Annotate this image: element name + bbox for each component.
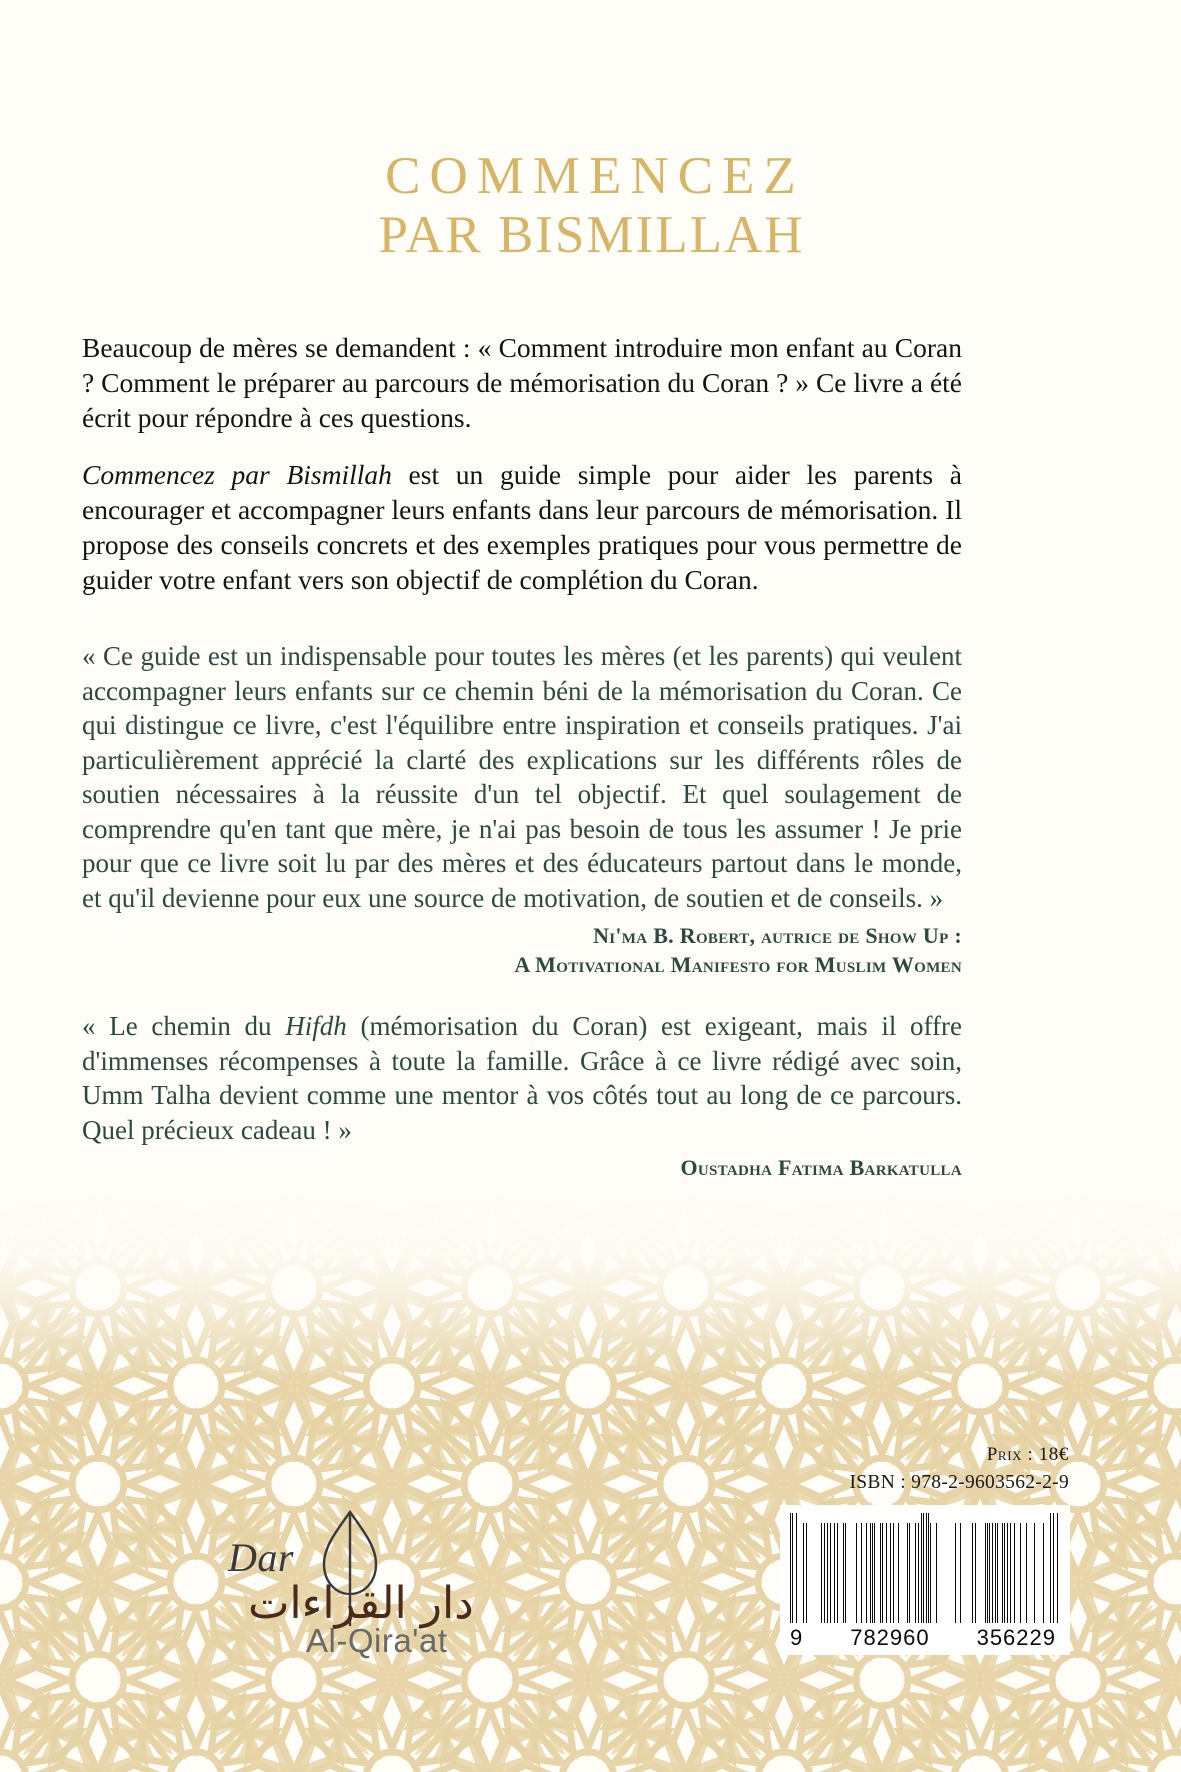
testimonial-1-attribution-line-2: A Motivational Manifesto for Muslim Women bbox=[514, 952, 962, 977]
barcode-bars bbox=[790, 1513, 1060, 1623]
spacer bbox=[82, 619, 962, 639]
publisher-name-arabic: دار القراءات bbox=[248, 1578, 474, 1629]
spacer bbox=[82, 979, 962, 1009]
back-cover-text-column bbox=[82, 330, 962, 1182]
barcode-digits-right: 356229 bbox=[976, 1625, 1056, 1650]
barcode-digits-mid: 782960 bbox=[850, 1625, 930, 1650]
intro-paragraph: Beaucoup de mères se demandent : « Comment introduire mon enfant au Coran ? Comment le préparer au parcours de mémorisation du Coran ? » Ce livre a été écrit pour répondre à ces questions. bbox=[82, 332, 962, 433]
book-title bbox=[0, 148, 1181, 264]
barcode-digits bbox=[790, 1623, 1060, 1651]
description-paragraph bbox=[82, 457, 962, 597]
barcode bbox=[780, 1505, 1070, 1655]
isbn-label: ISBN : 978-2-9603562-2-9 bbox=[849, 1472, 1069, 1493]
testimonial-2-text bbox=[82, 1009, 962, 1147]
testimonial-2-text-before: « Le chemin du bbox=[82, 1011, 286, 1041]
publisher-name-latin-bottom: Al-Qira'at bbox=[306, 1622, 448, 1659]
publisher-name-latin-top: Dar bbox=[228, 1535, 294, 1580]
testimonial-1-attribution bbox=[82, 921, 962, 979]
testimonial-1-text: « Ce guide est un indispensable pour toutes les mères (et les parents) qui veulent accompagner leurs enfants sur ce chemin béni de la mémorisation du Coran. Ce qui distingue ce livre, c'est l'équilibre entre inspiration et conseils pratiques. J'ai particulièrement apprécié la clarté des explications sur les différents rôles de soutien nécessaires à la réussite d'un tel objectif. Et quel soulagement de comprendre qu'en tant que mère, je n'ai pas besoin de tous les assumer ! Je prie pour que ce livre soit lu par des mères et des éducateurs partout dans le monde, et qu'il devienne pour eux une source de motivation, de soutien et de conseils. » bbox=[82, 641, 962, 913]
barcode-digit-left: 9 bbox=[790, 1625, 804, 1650]
title-line-2: PAR BISMILLAH bbox=[378, 206, 805, 265]
testimonial-2-italic-word: Hifdh bbox=[285, 1011, 347, 1041]
testimonial-2-attribution-line-1: Oustadha Fatima Barkatulla bbox=[680, 1155, 962, 1180]
price-label: Prix : 18€ bbox=[986, 1444, 1069, 1465]
description-italic-title: Commencez par Bismillah bbox=[82, 459, 392, 490]
testimonial-2-attribution bbox=[82, 1153, 962, 1182]
description-rest: est un guide simple pour aider les parents à encourager et accompagner leurs enfants dans leur parcours de mémorisation. Il propose des conseils concrets et des exemples pratiques pour vous permettre de guider votre enfant vers son objectif de complétion du Coran. bbox=[82, 459, 962, 595]
title-line-1: COMMENCEZ bbox=[385, 147, 805, 205]
testimonial-1-attribution-line-1: Ni'ma B. Robert, autrice de Show Up : bbox=[593, 923, 962, 948]
testimonial-2-text-after: (mémorisation du Coran) est exigeant, mais il offre d'immenses récompenses à toute la famille. Grâce à ce livre rédigé avec soin, Umm Talha devient comme une mentor à vos côtés tout au long de ce parcours. Quel précieux cadeau ! » bbox=[82, 1011, 962, 1145]
publisher-logo bbox=[228, 1500, 528, 1700]
